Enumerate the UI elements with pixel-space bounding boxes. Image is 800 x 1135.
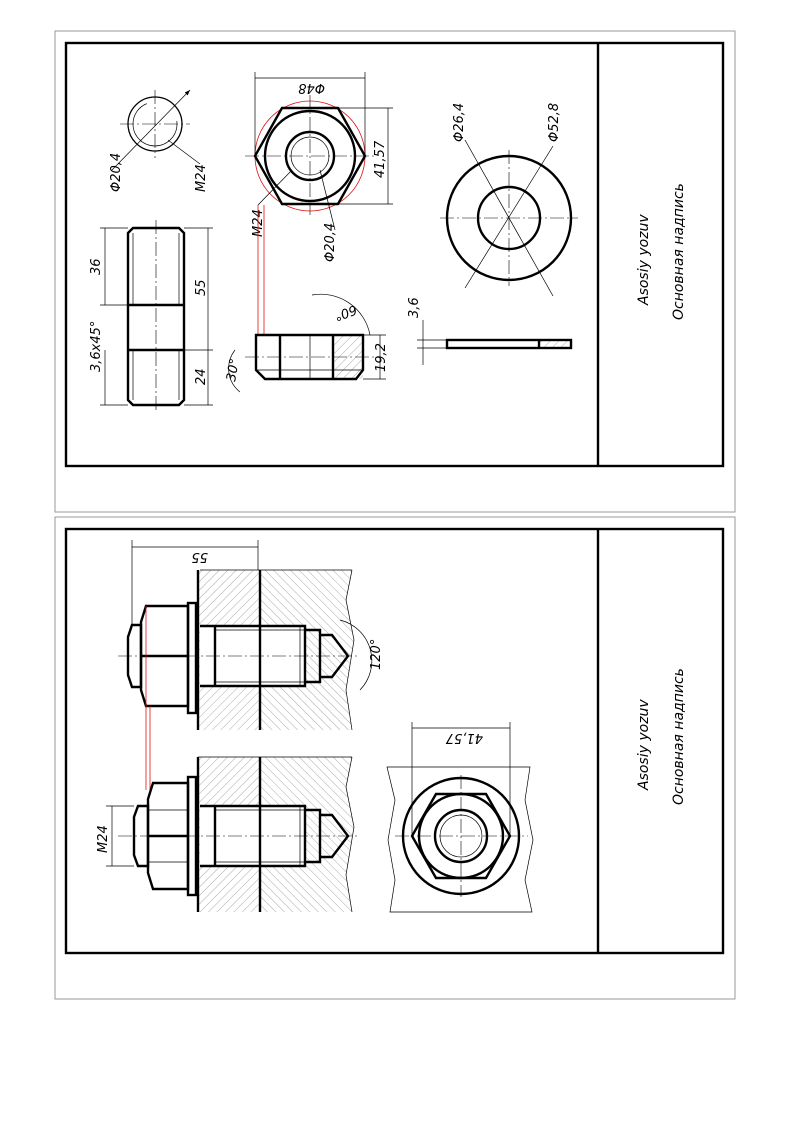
dim-m24-top: M24 bbox=[194, 164, 209, 192]
dim-nut-height: 19,2 bbox=[374, 343, 389, 372]
dim-washer-thickness: 3,6 bbox=[407, 297, 422, 318]
dim-len24: 24 bbox=[194, 368, 209, 385]
sheet-bottom-outer-border bbox=[55, 517, 735, 999]
washer-top-view bbox=[440, 103, 578, 296]
projection-lines-bottom bbox=[146, 706, 150, 790]
title-block-top bbox=[636, 183, 687, 320]
dim-len36: 36 bbox=[89, 258, 104, 275]
dim-m24-nut: M24 bbox=[251, 209, 266, 237]
nut-side-view bbox=[224, 294, 389, 392]
assembly-section-upper bbox=[118, 540, 384, 730]
dim-dia20-nut: Φ20,4 bbox=[323, 222, 338, 262]
dim-bottom-m24: M24 bbox=[96, 825, 111, 853]
sheet-bottom bbox=[55, 517, 735, 999]
dim-dia48: Φ48 bbox=[298, 80, 325, 95]
dim-angle120: 120° bbox=[369, 638, 384, 670]
dim-chamfer: 3,6x45° bbox=[89, 320, 104, 372]
title-block-line2: Основная надпись bbox=[671, 183, 687, 320]
assembly-section-lower bbox=[96, 757, 360, 912]
dim-angle30: 30° bbox=[224, 357, 243, 383]
dim-dia26: Φ26,4 bbox=[452, 102, 467, 142]
dim-bottom-across-corners: 41,57 bbox=[445, 730, 483, 745]
dim-bottom-len55: 55 bbox=[191, 549, 208, 564]
washer-side-view bbox=[407, 297, 571, 365]
dim-dia20-top: Φ20,4 bbox=[109, 152, 124, 192]
sheet-top-frame bbox=[66, 43, 723, 466]
title-block-line2: Основная надпись bbox=[671, 668, 687, 805]
dim-len55: 55 bbox=[194, 279, 209, 296]
assembly-nut-top-view bbox=[387, 722, 533, 912]
sheet-top bbox=[55, 31, 735, 512]
sheet-top-outer-border bbox=[55, 31, 735, 512]
dim-angle60: 60° bbox=[331, 301, 359, 324]
title-block-line1: Asosiy yozuv bbox=[636, 699, 652, 790]
stud-side-view bbox=[89, 220, 213, 412]
title-block-bottom bbox=[636, 668, 687, 805]
dim-dia52: Φ52,8 bbox=[547, 102, 562, 142]
bolt-end-view bbox=[109, 90, 209, 192]
dim-across-corners: 41,57 bbox=[373, 140, 388, 178]
title-block-line1: Asosiy yozuv bbox=[636, 214, 652, 305]
nut-top-view bbox=[245, 72, 393, 262]
